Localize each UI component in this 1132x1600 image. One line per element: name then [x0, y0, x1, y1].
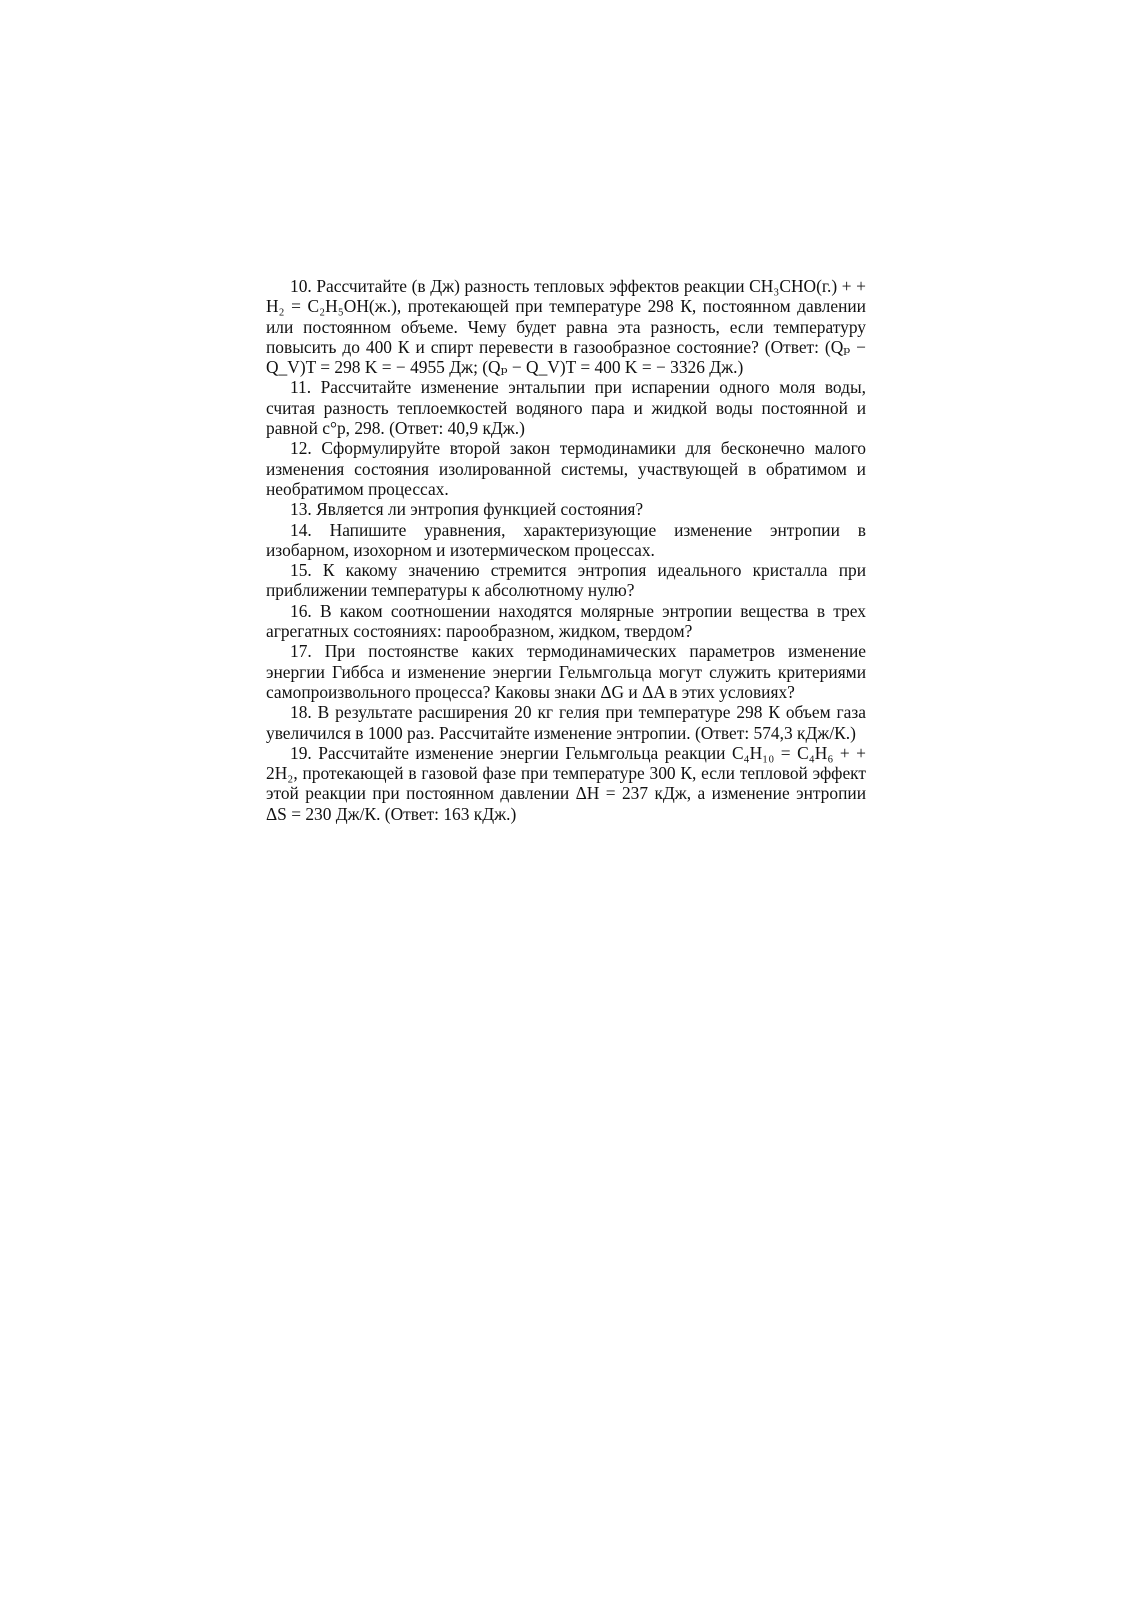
problem-17	[266, 641, 866, 702]
problem-11-text: 11. Рассчитайте изменение энтальпии при испарении одного моля воды, считая разность теплоемкостей водяного пара и жидкой воды постоянной и равной c°p, 298. (Ответ: 40,9 кДж.)	[266, 377, 866, 439]
problem-18	[266, 702, 866, 743]
problem-11	[266, 377, 866, 438]
problem-19	[266, 743, 866, 824]
problem-14-text: 14. Напишите уравнения, характеризующие изменение энтропии в изобарном, изохорном и изотермическом процессах.	[266, 519, 866, 560]
problem-16	[266, 601, 866, 642]
problem-list	[266, 276, 866, 824]
problem-17-text: 17. При постоянстве каких термодинамических параметров изменение энергии Гиббса и изменение энергии Гельмгольца могут служить критериями самопроизвольного процесса? Каковы знаки ΔG и ΔA в этих условиях?	[266, 641, 866, 702]
problem-15-text: 15. К какому значению стремится энтропия идеального кристалла при приближении температуры к абсолютному нулю?	[266, 560, 866, 601]
problem-12	[266, 438, 866, 499]
problem-13-text: 13. Является ли энтропия функцией состояния?	[290, 499, 644, 520]
problem-18-text: 18. В результате расширения 20 кг гелия при температуре 298 К объем газа увеличился в 1000 раз. Рассчитайте изменение энтропии. (Ответ: 574,3 кДж/К.)	[266, 702, 866, 743]
problem-14	[266, 520, 866, 561]
problem-16-text: 16. В каком соотношении находятся молярные энтропии вещества в трех агрегатных состояниях: парообразном, жидком, твердом?	[266, 600, 866, 642]
problem-10-text: 10. Рассчитайте (в Дж) разность тепловых эффектов реакции CH₃CHO(г.) + + H₂ = C₂H₅OH(ж.), протекающей при температуре 298 К, постоянном давлении или постоянном объеме. Чему будет равна эта разность, если температуру повысить до 400 К и спирт перевести в газообразное состояние? (Ответ: (Qₚ − Q_V)T = 298 K = − 4955 Дж; (Qₚ − Q_V)T = 400 K = − 3326 Дж.)	[266, 276, 866, 378]
problem-12-text: 12. Сформулируйте второй закон термодинамики для бесконечно малого изменения состояния изолированной системы, участвующей в обратимом и необратимом процессах.	[266, 438, 866, 499]
problem-19-text: 19. Рассчитайте изменение энергии Гельмгольца реакции C₄H₁₀ = C₄H₆ + + 2H₂, протекающей в газовой фазе при температуре 300 К, если тепловой эффект этой реакции при постоянном давлении ΔH = 237 кДж, а изменение энтропии ΔS = 230 Дж/К. (Ответ: 163 кДж.)	[266, 742, 866, 824]
problem-15	[266, 560, 866, 601]
problem-13	[266, 499, 866, 519]
problem-10	[266, 276, 866, 377]
